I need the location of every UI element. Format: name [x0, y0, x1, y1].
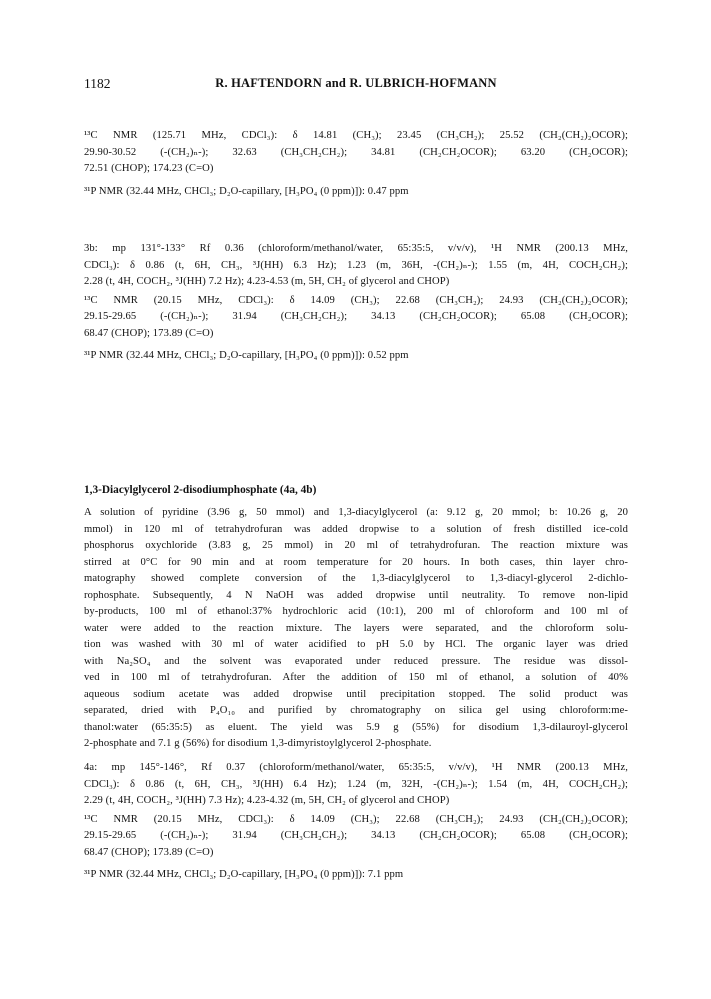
paragraph-line: separated, dried with P₄O₁₀ and purified by chromatography on silica gel using chloroform:me-: [84, 705, 628, 716]
paragraph-line: 2-phosphate and 7.1 g (56%) for disodium 1,3-dimyristoylglycerol 2-phosphate.: [84, 738, 432, 749]
paragraph-line: ved in 100 ml of tetrahydrofuran. After the addition of 150 ml of ethanol, a solution of 40%: [84, 672, 628, 683]
c13-nmr-line: 29.90-30.52 (-(CH₂)ₙ-); 32.63 (CH₃CH₂CH₂); 34.81 (CH₂CH₂OCOR); 63.20 (CH₂OCOR);: [84, 146, 628, 158]
c13-nmr-line: ¹³C NMR (20.15 MHz, CDCl₃): δ 14.09 (CH₃); 22.68 (CH₃CH₂); 24.93 (CH₂(CH₂)₂OCOR);: [84, 294, 628, 306]
section-heading: 1,3-Diacylglycerol 2-disodiumphosphate (4a, 4b): [84, 484, 317, 496]
paragraph-line: thanol:water (65:35:5) as eluent. The yield was 5.9 g (55%) for disodium 1,3-dilauroyl-glycerol: [84, 721, 628, 733]
c13-nmr-line: 72.51 (CHOP); 174.23 (C=O): [84, 163, 214, 174]
p31-nmr-line: ³¹P NMR (32.44 MHz, CHCl₃; D₂O-capillary, [H₃PO₄ (0 ppm)]): 0.47 ppm: [84, 185, 409, 197]
p31-nmr-line: ³¹P NMR (32.44 MHz, CHCl₃; D₂O-capillary, [H₃PO₄ (0 ppm)]): 0.52 ppm: [84, 350, 409, 361]
h1-nmr-line: 2.29 (t, 4H, COCH₂, ³J(HH) 7.3 Hz); 4.23-4.32 (m, 5H, CH₂ of glycerol and CHOP): [84, 795, 450, 806]
paragraph-line: water were added to the reaction mixture. The layers were separated, and the chloroform solu-: [84, 622, 628, 634]
paragraph-line: stirred at 0°C for 90 min and at room temperature for 20 hours. In both cases, thin layer chro-: [84, 556, 628, 568]
page-header: [84, 76, 628, 94]
c13-nmr-line: 29.15-29.65 (-(CH₂)ₙ-); 31.94 (CH₃CH₂CH₂); 34.13 (CH₂CH₂OCOR); 65.08 (CH₂OCOR);: [84, 830, 628, 841]
compound-4a-data-block: [84, 760, 628, 884]
compound-3b-data-block: [84, 241, 628, 365]
p31-nmr-line: ³¹P NMR (32.44 MHz, CHCl₃; D₂O-capillary, [H₃PO₄ (0 ppm)]): 7.1 ppm: [84, 869, 404, 880]
c13-nmr-line: 68.47 (CHOP); 173.89 (C=O): [84, 846, 214, 858]
paragraph-line: rophosphate. Subsequently, 4 N NaOH was added dropwise until neutrality. To remove non-lipid: [84, 589, 628, 601]
h1-nmr-line: 3b: mp 131°-133° Rf 0.36 (chloroform/methanol/water, 65:35:5, v/v/v), ¹H NMR (200.13 MHz,: [84, 243, 628, 254]
c13-nmr-line: ¹³C NMR (20.15 MHz, CDCl₃): δ 14.09 (CH₃); 22.68 (CH₃CH₂); 24.93 (CH₂(CH₂)₂OCOR);: [84, 813, 628, 825]
h1-nmr-line: 2.28 (t, 4H, COCH₂, ³J(HH) 7.2 Hz); 4.23-4.53 (m, 5H, CH₂ of glycerol and CHOP): [84, 276, 450, 287]
page-number: 1182: [84, 76, 111, 91]
paragraph-line: aqueous sodium acetate was added dropwise until precipitation stopped. The solid product was: [84, 688, 628, 700]
c13-nmr-line: 68.47 (CHOP); 173.89 (C=O): [84, 327, 214, 339]
c13-nmr-line: 29.15-29.65 (-(CH₂)ₙ-); 31.94 (CH₃CH₂CH₂); 34.13 (CH₂CH₂OCOR); 65.08 (CH₂OCOR);: [84, 311, 628, 322]
paragraph-line: A solution of pyridine (3.96 g, 50 mmol) and 1,3-diacylglycerol (a: 9.12 g, 20 mmol; b: 10.26 g, 20: [84, 507, 628, 518]
paragraph-line: by-products, 100 ml of ethanol:37% hydrochloric acid (10:1), 200 ml of chloroform and 100 ml of: [84, 606, 628, 617]
paragraph-line: mmol) in 120 ml of tetrahydrofuran was added dropwise to a solution of fresh distilled ice-cold: [84, 523, 628, 535]
running-title: R. HAFTENDORN and R. ULBRICH-HOFMANN: [215, 76, 497, 90]
compound-3a-nmr-block: [84, 128, 628, 200]
paragraph-line: phosphorus oxychloride (3.83 g, 25 mmol) in 20 ml of tetrahydrofuran. The reaction mixture was: [84, 540, 628, 551]
h1-nmr-line: 4a: mp 145°-146°, Rf 0.37 (chloroform/methanol/water, 65:35:5, v/v/v), ¹H NMR (200.13 MHz,: [84, 762, 628, 773]
paragraph-line: matography showed complete conversion of the 1,3-diacylglycerol to 1,3-diacyl-glycerol 2-dichlo-: [84, 573, 628, 584]
h1-nmr-line: CDCl₃): δ 0.86 (t, 6H, CH₃, ³J(HH) 6.4 Hz); 1.24 (m, 32H, -(CH₂)ₙ-); 1.54 (m, 4H, COCH₂CH₂);: [84, 778, 628, 790]
synthesis-paragraph: [84, 505, 628, 753]
paragraph-line: tion was washed with 30 ml of water acidified to pH 5.0 by HCl. The organic layer was dried: [84, 639, 628, 650]
paragraph-line: with Na₂SO₄ and the solvent was evaporated under reduced pressure. The residue was dissol-: [84, 655, 628, 667]
c13-nmr-line: ¹³C NMR (125.71 MHz, CDCl₃): δ 14.81 (CH₃); 23.45 (CH₃CH₂); 25.52 (CH₂(CH₂)₂OCOR);: [84, 130, 628, 141]
h1-nmr-line: CDCl₃): δ 0.86 (t, 6H, CH₃, ³J(HH) 6.3 Hz); 1.23 (m, 36H, -(CH₂)ₙ-); 1.55 (m, 4H, COCH₂CH₂);: [84, 259, 628, 271]
